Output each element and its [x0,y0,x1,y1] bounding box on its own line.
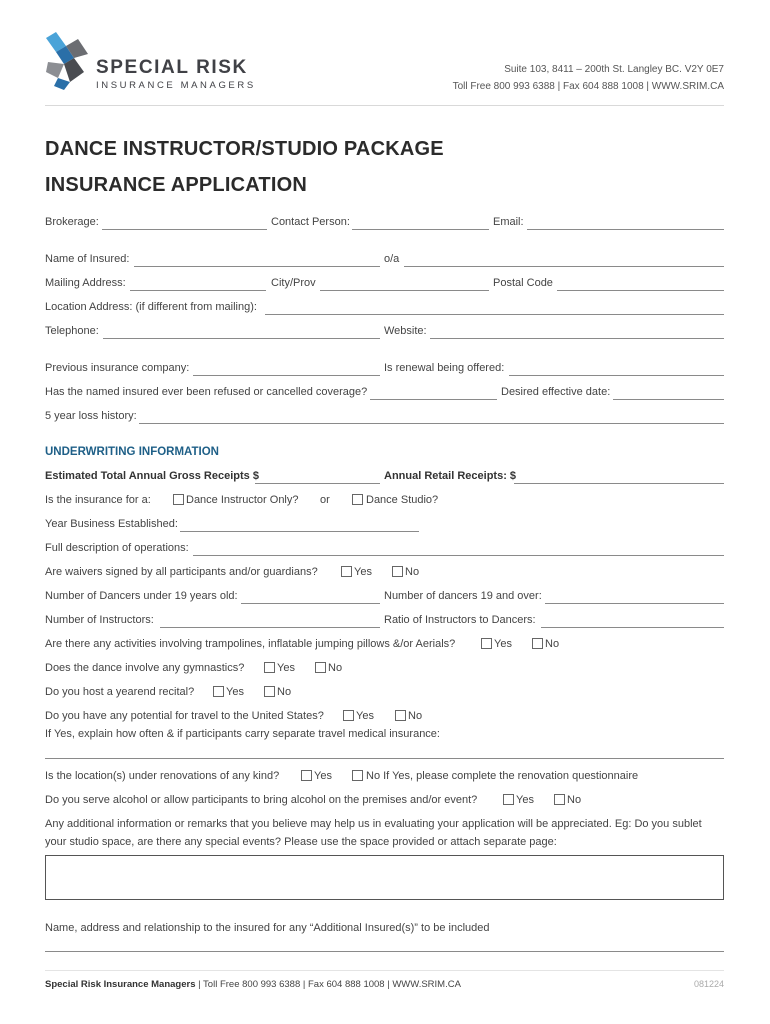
telephone-field[interactable] [103,338,380,339]
year-established-field[interactable] [180,531,419,532]
location-address-field[interactable] [265,314,724,315]
waivers-yes-label: Yes [354,566,372,578]
header-address: Suite 103, 8411 – 200th St. Langley BC. V2Y 0E7 [504,64,724,75]
ratio-label: Ratio of Instructors to Dancers: [384,614,536,626]
waivers-label: Are waivers signed by all participants and/or guardians? [45,566,318,578]
gymnastics-no-checkbox[interactable] [315,662,326,673]
footer-text [45,979,461,990]
logo-name: SPECIAL RISK [96,57,248,78]
trampolines-label: Are there any activities involving trampolines, inflatable jumping pillows &/or Aerials? [45,638,456,650]
dancers-under19-label: Number of Dancers under 19 years old: [45,590,238,602]
recital-no-label: No [277,686,292,698]
travel-label: Do you have any potential for travel to the United States? [45,710,324,722]
dancers-over19-field[interactable] [545,603,724,604]
website-label: Website: [384,325,427,337]
travel-explain-field[interactable] [45,758,724,759]
trampolines-yes-checkbox[interactable] [481,638,492,649]
mailing-address-field[interactable] [130,290,266,291]
additional-info-line1: Any additional information or remarks that you believe may help us in evaluating your application will be appreciated. Eg: Do you sublet [45,818,702,830]
loss-history-label: 5 year loss history: [45,410,137,422]
recital-no-checkbox[interactable] [264,686,275,697]
renovations-yes-label: Yes [314,770,332,782]
additional-info-textbox[interactable] [45,855,724,900]
location-address-label: Location Address: (if different from mailing): [45,301,257,313]
gymnastics-label: Does the dance involve any gymnastics? [45,662,245,674]
header-divider [45,105,724,106]
website-field[interactable] [430,338,724,339]
postal-code-field[interactable] [557,290,724,291]
brokerage-field[interactable] [102,229,267,230]
renovations-label: Is the location(s) under renovations of any kind? [45,770,280,782]
gross-receipts-field[interactable] [255,483,380,484]
travel-yes-checkbox[interactable] [343,710,354,721]
previous-insurance-field[interactable] [193,375,380,376]
trampolines-yes-label: Yes [494,638,512,650]
effective-date-label: Desired effective date: [501,386,611,398]
travel-no-label: No [408,710,423,722]
additional-insured-field[interactable] [45,951,724,952]
trampolines-no-checkbox[interactable] [532,638,543,649]
renovations-no-label: No If Yes, please complete the renovation questionnaire [366,770,639,782]
waivers-no-checkbox[interactable] [392,566,403,577]
alcohol-yes-label: Yes [516,794,534,806]
instructors-count-label: Number of Instructors: [45,614,154,626]
renovations-no-checkbox[interactable] [352,770,363,781]
year-established-label: Year Business Established: [45,518,178,530]
renovations-yes-checkbox[interactable] [301,770,312,781]
form-code: 081224 [693,979,724,989]
renewal-field[interactable] [509,375,724,376]
retail-receipts-label: Annual Retail Receipts: $ [384,470,517,482]
additional-info-line2: your studio space, are there any special events? Please use the space provided or attach separate page: [45,836,557,848]
telephone-label: Telephone: [45,325,99,337]
instructors-count-field[interactable] [160,627,380,628]
waivers-yes-checkbox[interactable] [341,566,352,577]
refused-coverage-label: Has the named insured ever been refused or cancelled coverage? [45,386,368,398]
dancers-under19-field[interactable] [241,603,380,604]
city-prov-field[interactable] [320,290,489,291]
footer-divider [45,970,724,971]
instructor-checkbox[interactable] [173,494,184,505]
waivers-no-label: No [405,566,420,578]
footer-company: Special Risk Insurance Managers [45,979,196,990]
form-title-line2: INSURANCE APPLICATION [45,174,307,196]
mailing-address-label: Mailing Address: [45,277,126,289]
effective-date-field[interactable] [613,399,724,400]
alcohol-no-checkbox[interactable] [554,794,565,805]
email-field[interactable] [527,229,724,230]
trampolines-no-label: No [545,638,560,650]
city-prov-label: City/Prov [271,277,316,289]
recital-label: Do you host a yearend recital? [45,686,195,698]
alcohol-label: Do you serve alcohol or allow participants to bring alcohol on the premises and/or event? [45,794,478,806]
recital-yes-label: Yes [226,686,244,698]
gymnastics-yes-label: Yes [277,662,295,674]
underwriting-heading: UNDERWRITING INFORMATION [45,446,219,458]
dancers-over19-label: Number of dancers 19 and over: [384,590,542,602]
alcohol-yes-checkbox[interactable] [503,794,514,805]
gymnastics-yes-checkbox[interactable] [264,662,275,673]
header-contact: Toll Free 800 993 6388 | Fax 604 888 1008 | WWW.SRIM.CA [452,81,724,92]
gross-receipts-label: Estimated Total Annual Gross Receipts $ [45,470,259,482]
instructor-option-label: Dance Instructor Only? [186,494,299,506]
recital-yes-checkbox[interactable] [213,686,224,697]
refused-coverage-field[interactable] [370,399,497,400]
footer-contact: | Toll Free 800 993 6388 | Fax 604 888 1008 | WWW.SRIM.CA [195,979,461,990]
name-insured-field[interactable] [134,266,380,267]
operations-description-field[interactable] [193,555,724,556]
form-title-line1: DANCE INSTRUCTOR/STUDIO PACKAGE [45,138,444,160]
travel-yes-label: Yes [356,710,374,722]
oa-label: o/a [384,253,400,265]
ratio-field[interactable] [541,627,724,628]
studio-checkbox[interactable] [352,494,363,505]
srim-logo-icon [44,32,90,90]
insurance-for-label: Is the insurance for a: [45,494,151,506]
travel-explain-label: If Yes, explain how often & if participants carry separate travel medical insurance: [45,728,440,740]
contact-person-label: Contact Person: [271,216,350,228]
retail-receipts-field[interactable] [514,483,724,484]
additional-insured-label: Name, address and relationship to the insured for any “Additional Insured(s)” to be included [45,922,490,934]
postal-code-label: Postal Code [493,277,553,289]
loss-history-field[interactable] [139,423,724,424]
studio-option-label: Dance Studio? [366,494,439,506]
email-label: Email: [493,216,524,228]
oa-field[interactable] [404,266,724,267]
operations-description-label: Full description of operations: [45,542,189,554]
previous-insurance-label: Previous insurance company: [45,362,190,374]
contact-person-field[interactable] [352,229,489,230]
alcohol-no-label: No [567,794,582,806]
logo-tagline: INSURANCE MANAGERS [96,80,256,91]
name-insured-label: Name of Insured: [45,253,130,265]
brokerage-label: Brokerage: [45,216,99,228]
or-label: or [320,494,330,506]
travel-no-checkbox[interactable] [395,710,406,721]
renewal-label: Is renewal being offered: [384,362,505,374]
gymnastics-no-label: No [328,662,343,674]
